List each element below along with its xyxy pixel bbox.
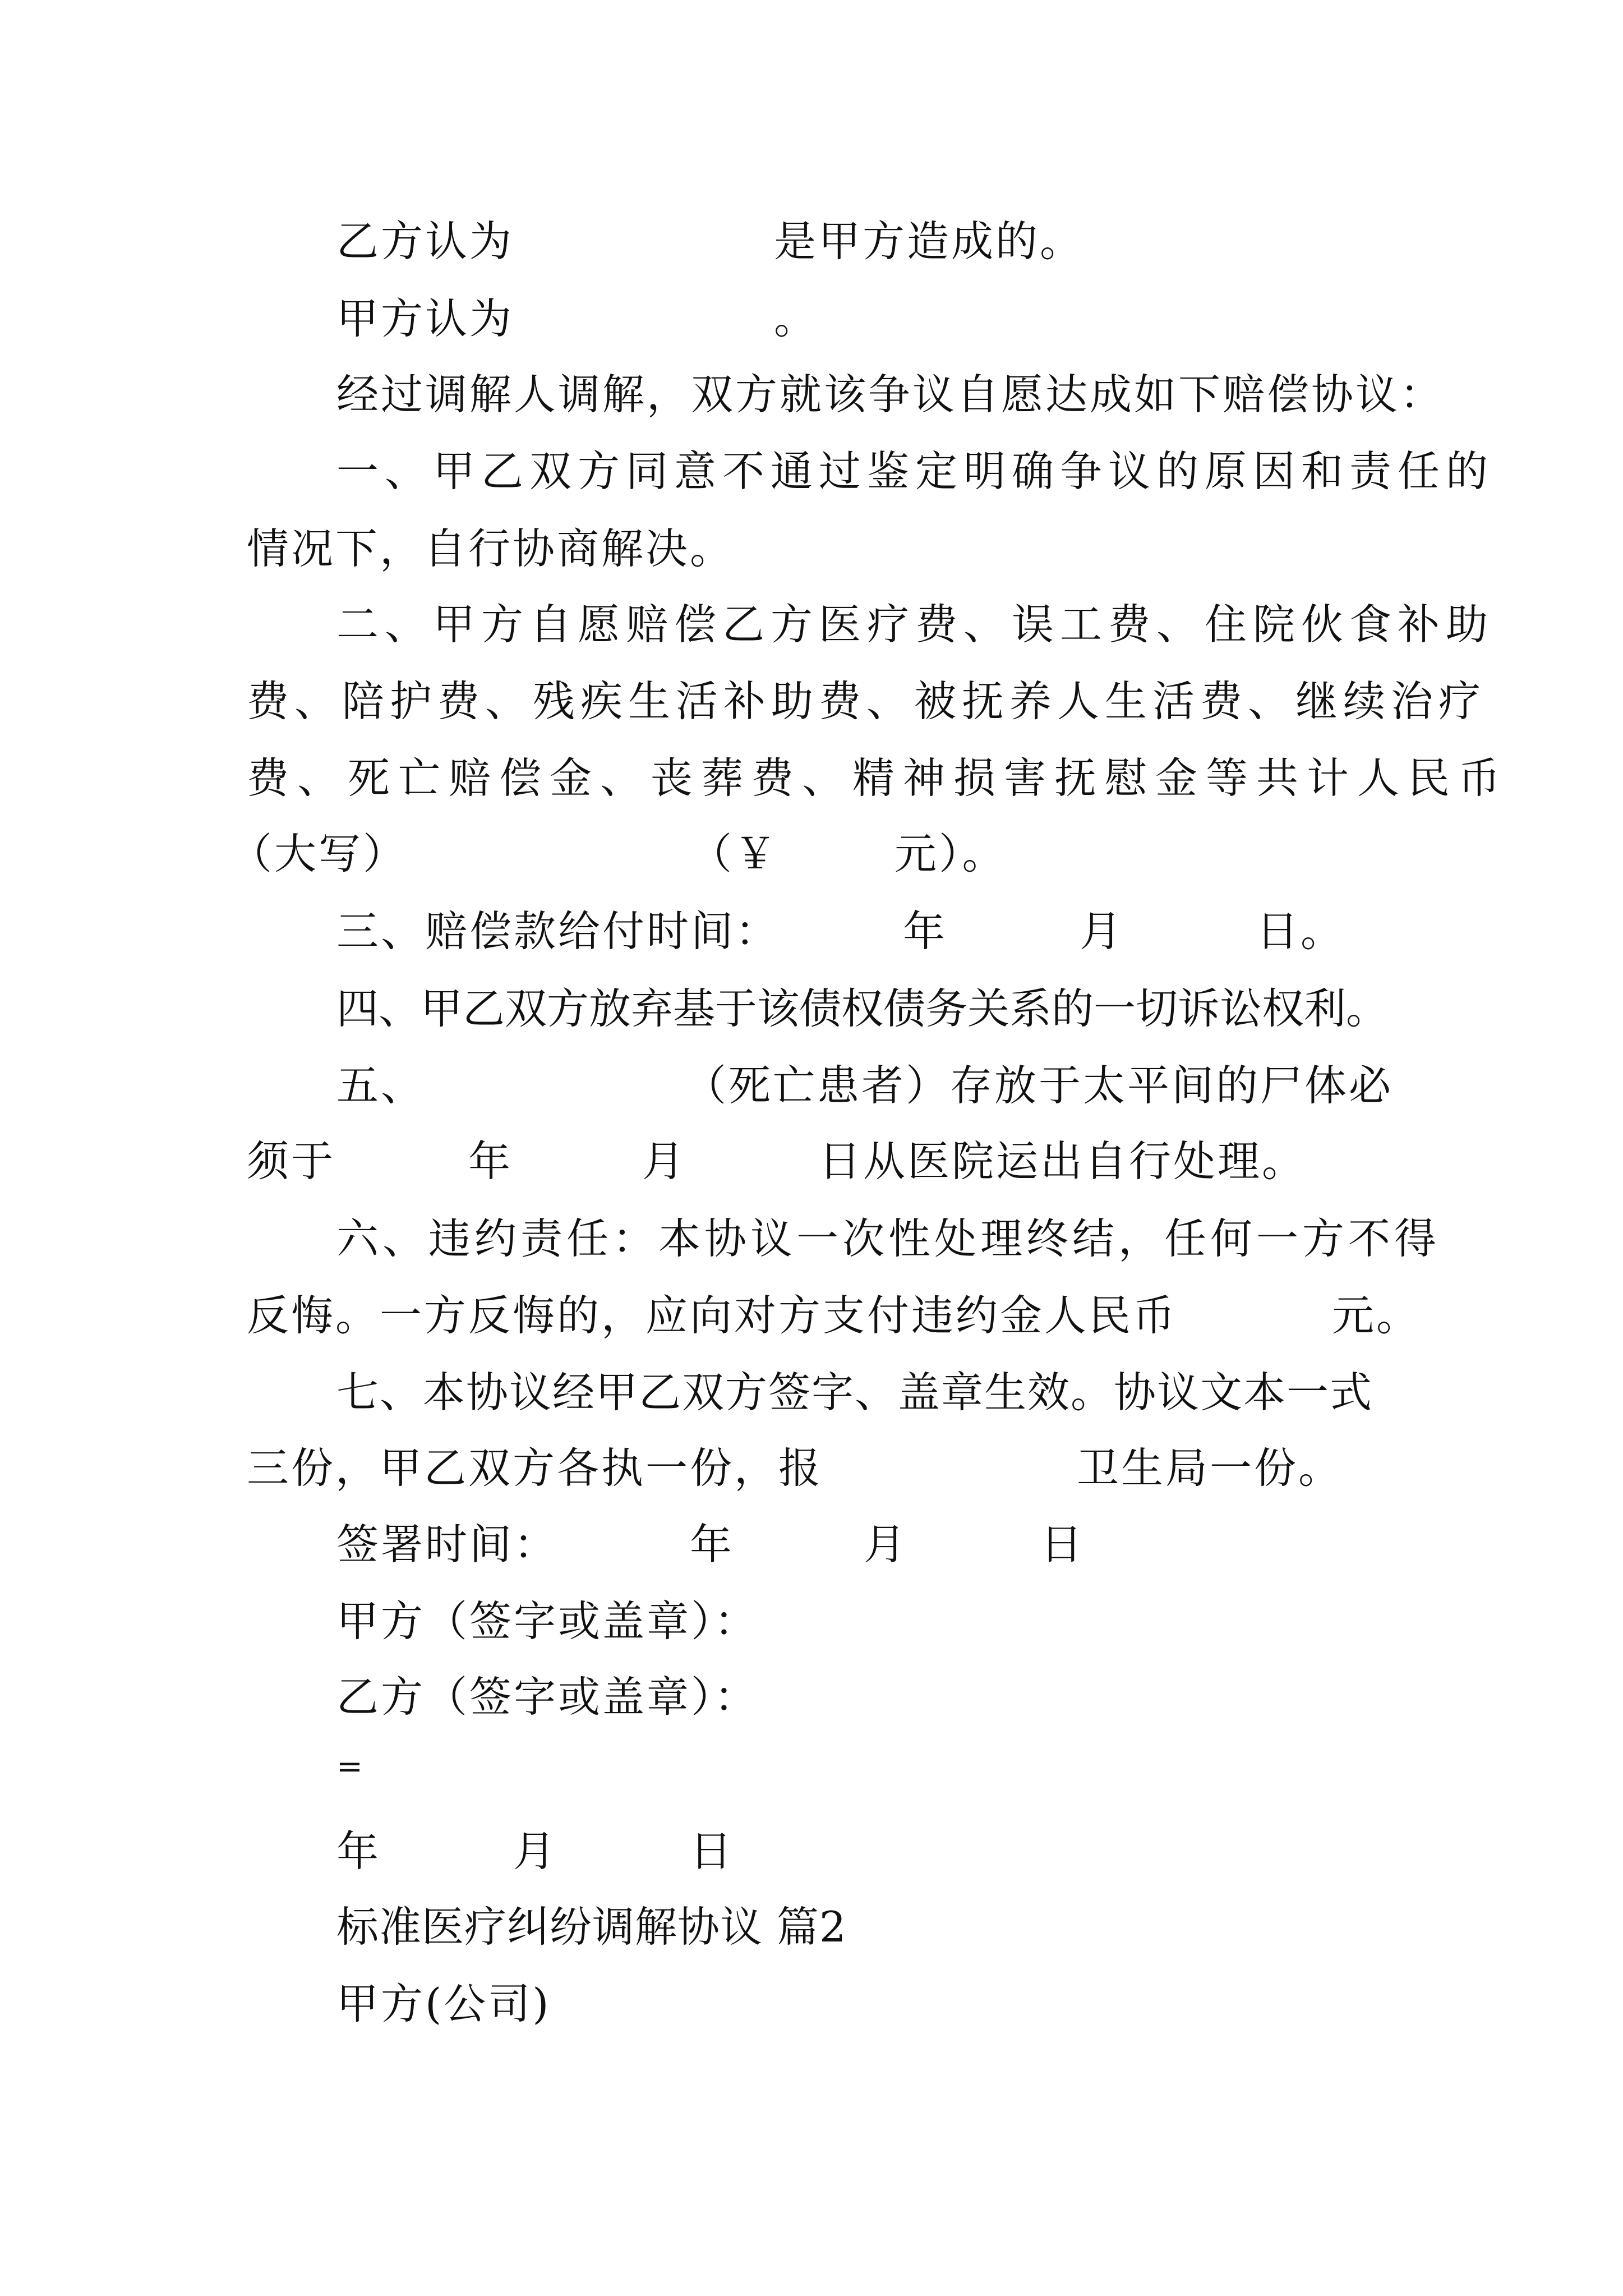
clause-4 (336, 981, 1388, 1037)
text-segment: 二、甲方自愿赔偿乙方医疗费、误工费、住院伙食补助 (336, 600, 1495, 649)
text-segment: 元）。 (895, 829, 1007, 878)
section-heading (336, 1899, 847, 1955)
text-segment: 三份，甲乙双方各执一份，报 (247, 1443, 823, 1493)
text-segment: （死亡患者）存放于太平间的尸体必 (684, 1061, 1394, 1110)
clause-2-line-3 (247, 750, 1509, 806)
text-segment: 四、甲乙双方放弃基于该债权债务关系的一切诉讼权利。 (336, 984, 1389, 1033)
clause-5-line-2 (247, 1133, 1368, 1189)
text-segment: 一、甲乙双方同意不通过鉴定明确争议的原因和责任的 (336, 447, 1495, 496)
text-segment: 日。 (1256, 907, 1345, 956)
clause-7-line-1 (336, 1364, 1373, 1420)
clause-2-line-1 (336, 596, 1494, 652)
text-segment: 七、本协议经甲乙双方签字、盖章生效。协议文本一式 (336, 1368, 1373, 1417)
text-segment: 须于 (247, 1137, 336, 1186)
text-segment: 年 (690, 1520, 735, 1569)
clause-1-line-1 (336, 443, 1495, 499)
text-segment: 乙方（签字或盖章）： (336, 1672, 759, 1722)
text-segment: 年 (468, 1137, 513, 1186)
text-segment: 甲方(公司) (336, 1979, 551, 2028)
clause-7-line-2 (247, 1440, 1368, 1496)
signing-date (336, 1516, 1122, 1572)
clause-2-line-4 (230, 826, 1015, 882)
text-segment: 六、违约责任：本协议一次性处理终结，任何一方不得 (336, 1214, 1441, 1263)
party-a-signature (336, 1593, 759, 1649)
text-segment: 月 (1080, 907, 1124, 956)
text-segment: 是甲方造成的。 (774, 217, 1085, 266)
clause-5-line-1 (336, 1057, 1402, 1114)
equals-mark (336, 1739, 365, 1795)
clause-1-line-2 (247, 521, 734, 577)
text-segment: 五、 (336, 1061, 426, 1110)
text-segment: 日 (1040, 1520, 1085, 1569)
clause-2-line-2 (247, 673, 1486, 729)
text-segment: 情况下，自行协商解决。 (247, 524, 735, 573)
text-segment: 年 (903, 907, 948, 956)
text-segment: 日从医院运出自行处理。 (819, 1137, 1307, 1186)
text-segment: （￥ (690, 829, 779, 878)
text-segment: 年 (336, 1826, 381, 1876)
text-segment: 月 (642, 1137, 687, 1186)
text-segment: 。 (774, 294, 819, 343)
text-segment: 三、赔偿款给付时间： (336, 907, 780, 956)
text-segment: 标准医疗纠纷调解协议 篇2 (336, 1902, 847, 1952)
party-b-signature (336, 1669, 759, 1725)
text-segment: 日 (690, 1826, 735, 1876)
paragraph-mediation-intro (336, 366, 1444, 422)
text-segment: 乙方认为 (336, 217, 514, 266)
text-segment: 卫生局一份。 (1077, 1443, 1343, 1493)
text-segment: 甲方认为 (336, 294, 514, 343)
text-segment: 月 (864, 1520, 909, 1569)
date-line (336, 1823, 785, 1879)
text-segment: 甲方（签字或盖章）： (336, 1596, 759, 1646)
text-segment: 反悔。一方反悔的，应向对方支付违约金人民币 (247, 1291, 1178, 1340)
party-a-company (336, 1976, 551, 2032)
paragraph-party-b-claim (336, 213, 1122, 269)
clause-6-line-1 (336, 1211, 1440, 1267)
clause-3-payment-time (336, 903, 1402, 959)
text-segment: 月 (513, 1826, 558, 1876)
text-segment: （大写） (230, 829, 408, 878)
text-segment: 费、死亡赔偿金、丧葬费、精神损害抚慰金等共计人民币 (247, 753, 1509, 803)
text-segment: = (336, 1749, 365, 1785)
text-segment: 签署时间： (336, 1520, 559, 1569)
text-segment: 经过调解人调解，双方就该争议自愿达成如下赔偿协议： (336, 370, 1445, 419)
clause-6-line-2 (247, 1287, 1424, 1343)
text-segment: 元。 (1332, 1291, 1421, 1340)
paragraph-party-a-claim (336, 291, 897, 347)
text-segment: 费、陪护费、残疾生活补助费、被抚养人生活费、继续治疗 (247, 677, 1487, 726)
